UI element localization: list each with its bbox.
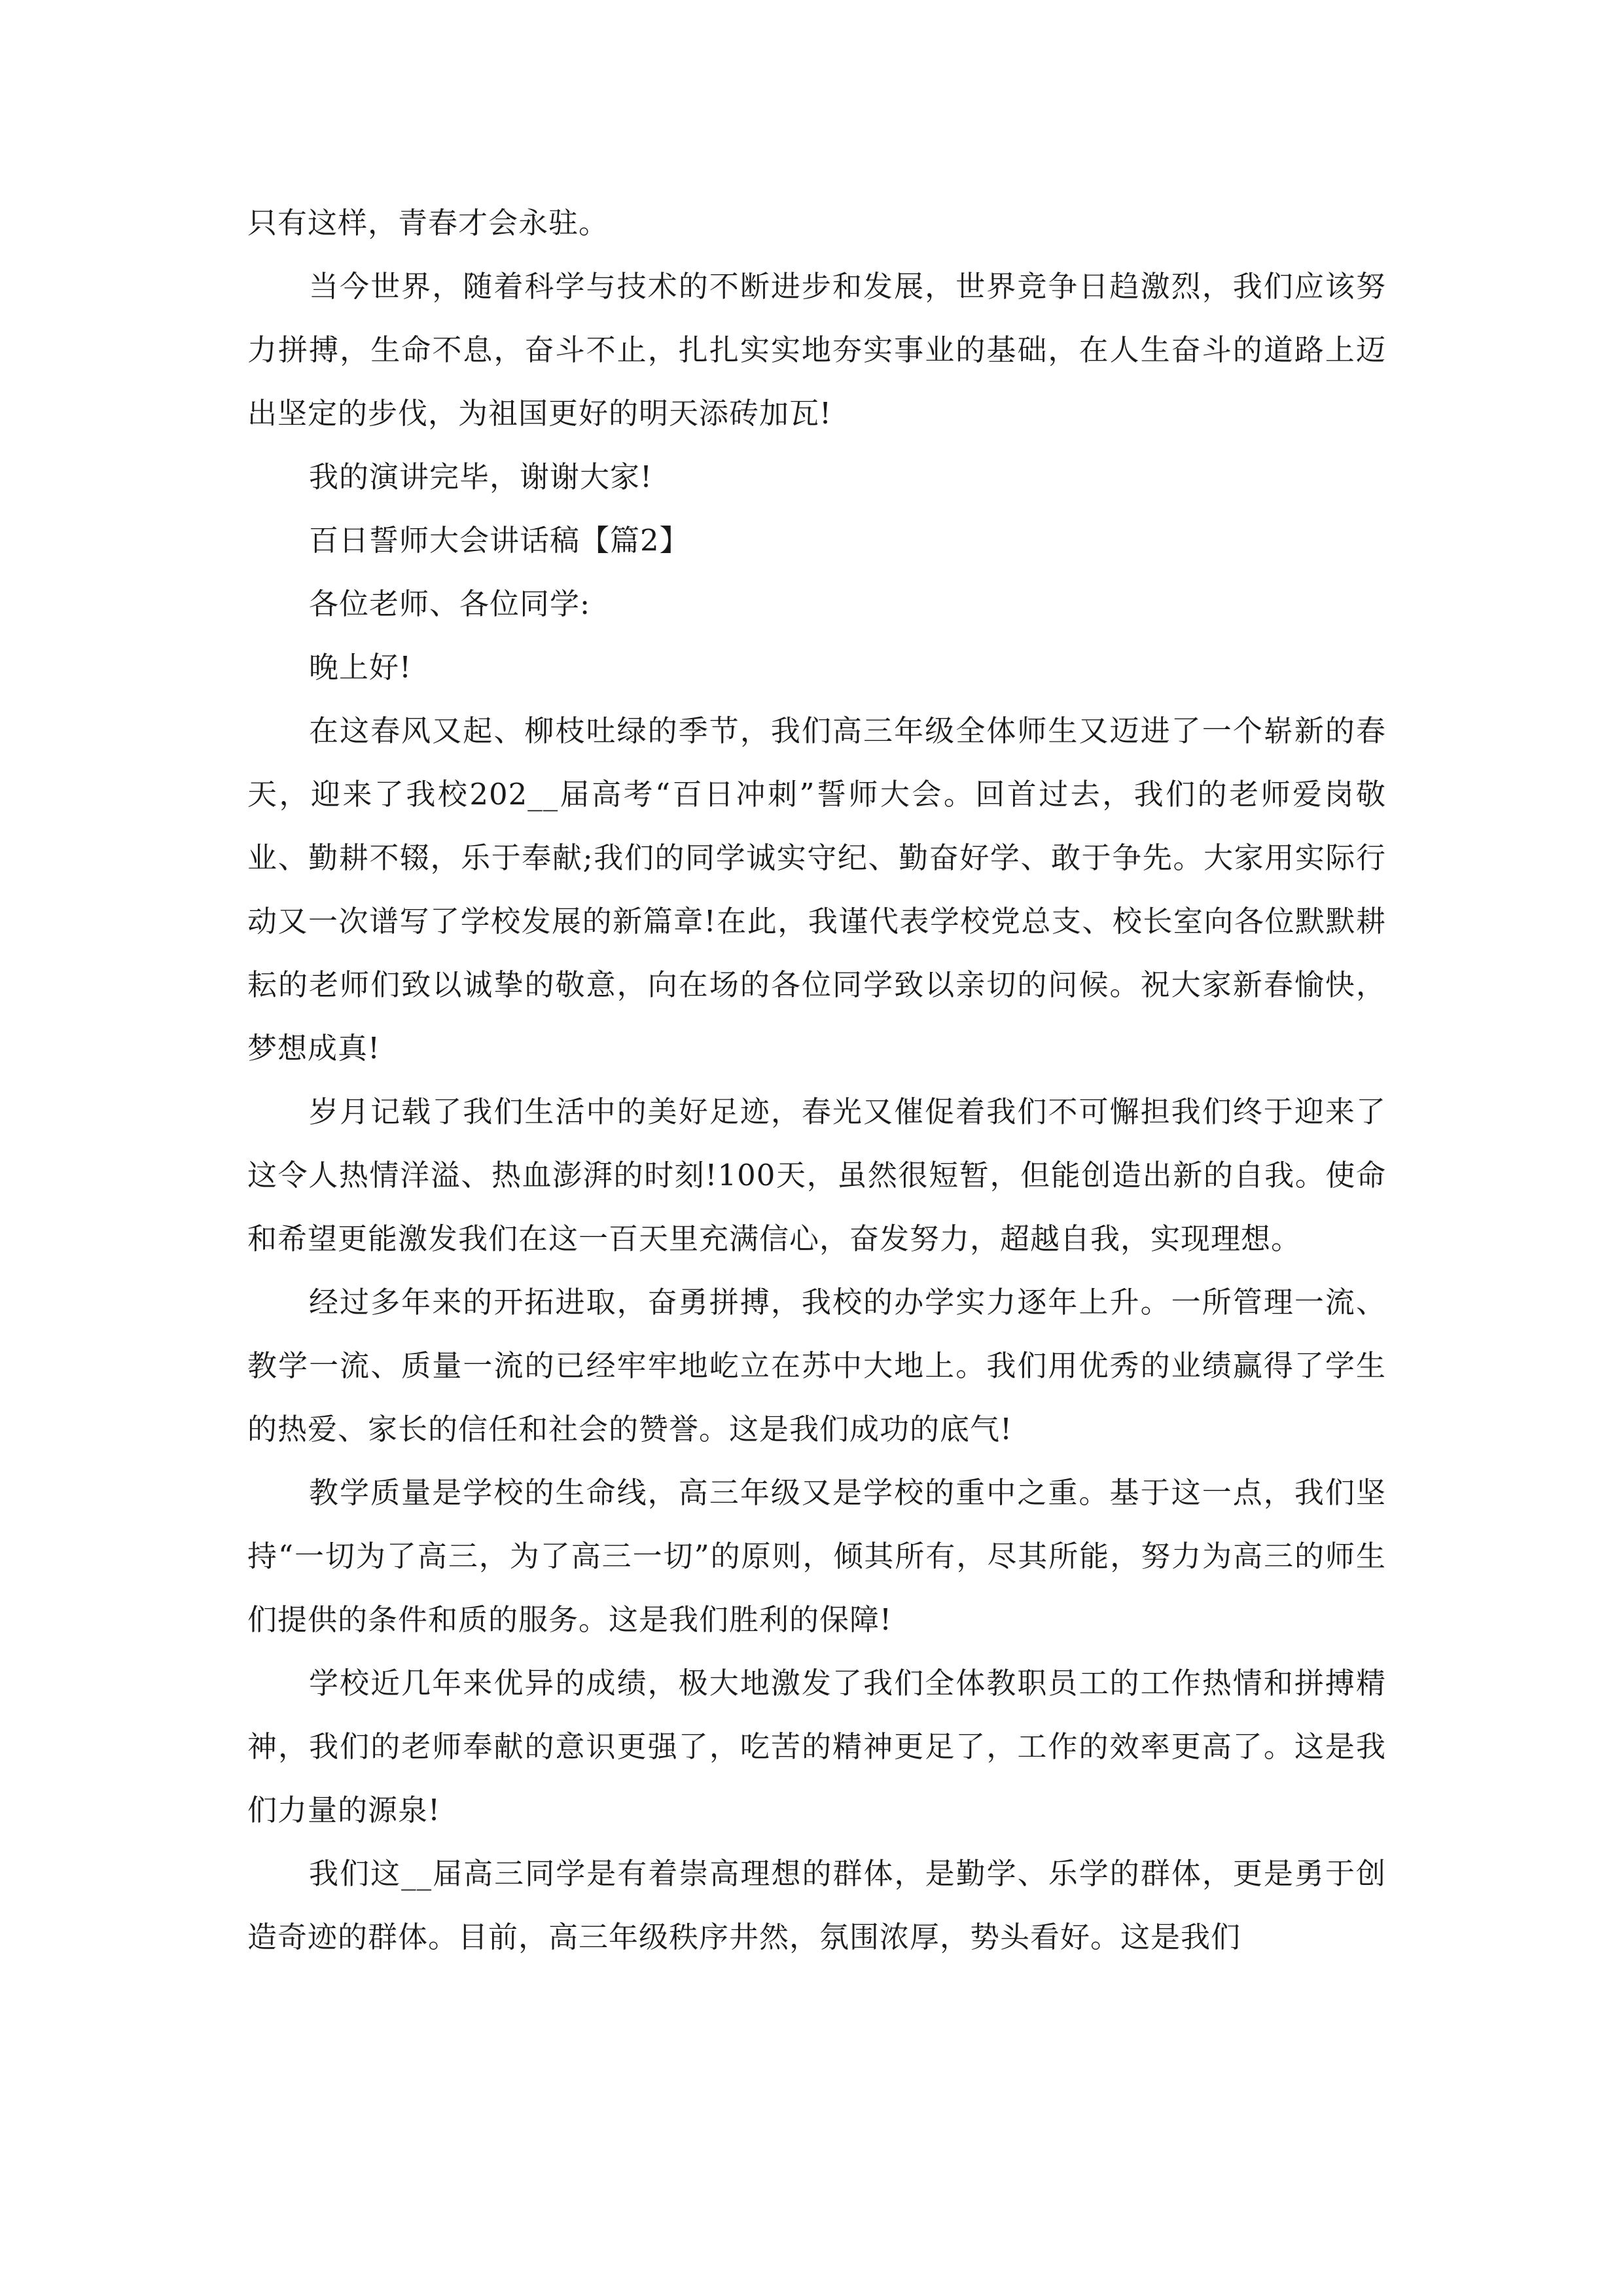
- paragraph: 经过多年来的开拓进取，奋勇拼搏，我校的办学实力逐年上升。一所管理一流、教学一流、质量一流的已经牢牢地屹立在苏中大地上。我们用优秀的业绩赢得了学生的热爱、家长的信任和社会的赞誉。这是我们成功的底气!: [247, 1285, 1386, 1446]
- paragraph: 当今世界，随着科学与技术的不断进步和发展，世界竞争日趋激烈，我们应该努力拼搏，生命不息，奋斗不止，扎扎实实地夯实事业的基础，在人生奋斗的道路上迈出坚定的步伐，为祖国更好的明天添砖加瓦!: [247, 269, 1386, 431]
- paragraph: 岁月记载了我们生活中的美好足迹，春光又催促着我们不可懈担我们终于迎来了这令人热情洋溢、热血澎湃的时刻!100天，虽然很短暂，但能创造出新的自我。使命和希望更能激发我们在这一百天里充满信心，奋发努力，超越自我，实现理想。: [247, 1094, 1386, 1256]
- paragraph: 我的演讲完毕，谢谢大家!: [309, 459, 653, 494]
- paragraph: 我们这__届高三同学是有着崇高理想的群体，是勤学、乐学的群体，更是勇于创造奇迹的群体。目前，高三年级秩序井然，氛围浓厚，势头看好。这是我们: [247, 1856, 1386, 1954]
- document-body: [247, 191, 1386, 1969]
- salutation: 各位老师、各位同学:: [309, 586, 591, 621]
- greeting: 晚上好!: [309, 650, 412, 685]
- paragraph: 学校近几年来优异的成绩，极大地激发了我们全体教职员工的工作热情和拼搏精神，我们的老师奉献的意识更强了，吃苦的精神更足了，工作的效率更高了。这是我们力量的源泉!: [247, 1666, 1386, 1827]
- paragraph: 只有这样，青春才会永驻。: [247, 206, 609, 240]
- paragraph: 在这春风又起、柳枝吐绿的季节，我们高三年级全体师生又迈进了一个崭新的春天，迎来了我校202__届高考“百日冲刺”誓师大会。回首过去，我们的老师爱岗敬业、勤耕不辍，乐于奉献;我们的同学诚实守纪、勤奋好学、敢于争先。大家用实际行动又一次谱写了学校发展的新篇章!在此，我谨代表学校党总支、校长室向各位默默耕耘的老师们致以诚挚的敬意，向在场的各位同学致以亲切的问候。祝大家新春愉快，梦想成真!: [247, 713, 1386, 1066]
- paragraph: 教学质量是学校的生命线，高三年级又是学校的重中之重。基于这一点，我们坚持“一切为了高三，为了高三一切”的原则，倾其所有，尽其所能，努力为高三的师生们提供的条件和质的服务。这是我们胜利的保障!: [247, 1475, 1386, 1637]
- section-heading: 百日誓师大会讲话稿【篇2】: [309, 523, 690, 558]
